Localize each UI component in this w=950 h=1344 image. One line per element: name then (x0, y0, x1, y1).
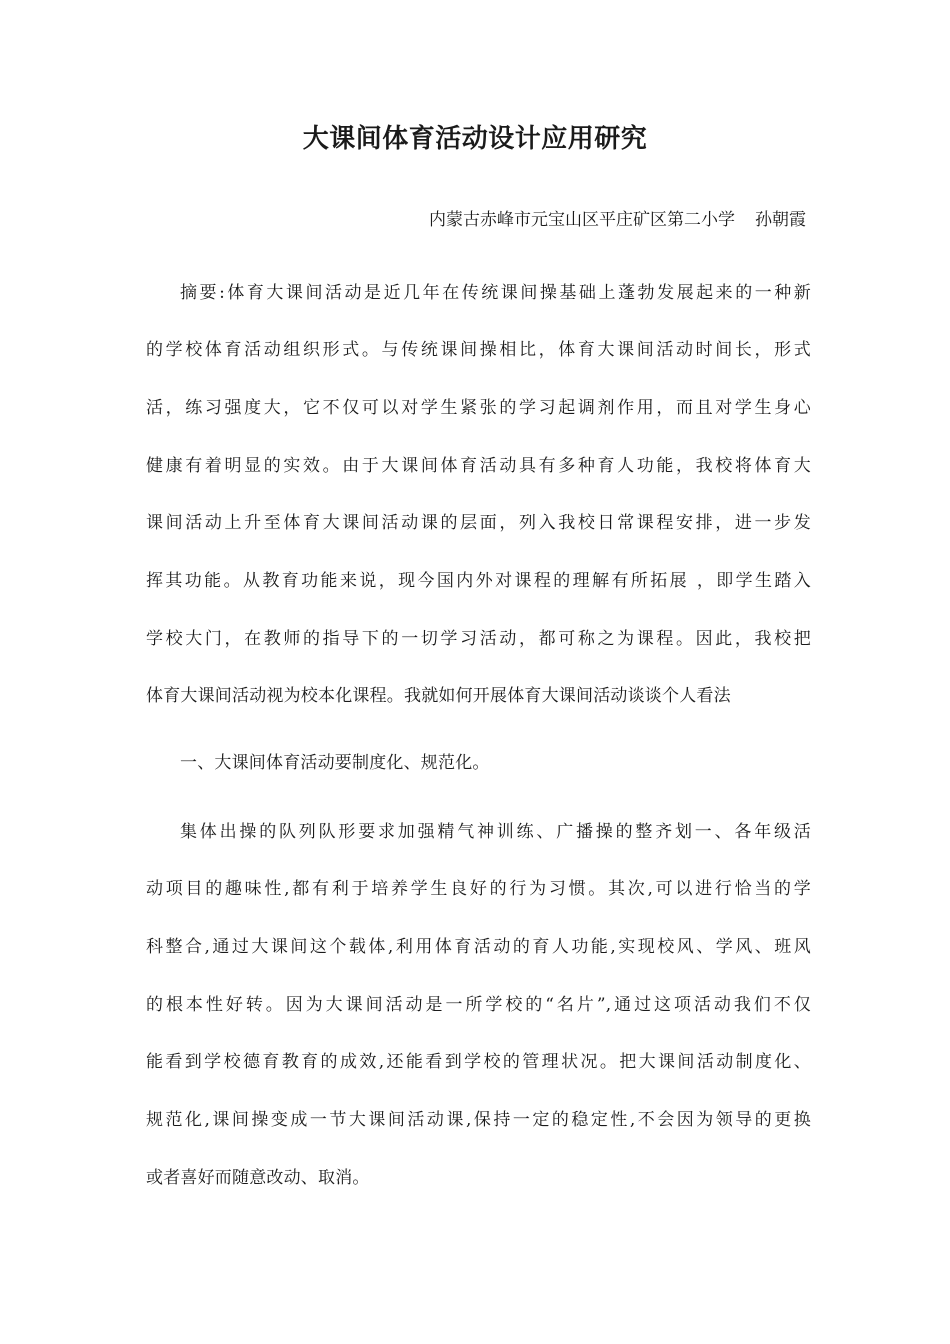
abstract-line: 课间活动上升至体育大课间活动课的层面，列入我校日常课程安排，进一步发 (146, 513, 811, 533)
body-line: 的根本性好转。因为大课间活动是一所学校的“名片”,通过这项活动我们不仅 (146, 995, 811, 1015)
section-heading: 一、大课间体育活动要制度化、规范化。 (180, 753, 490, 773)
author-name: 孙朝霞 (755, 210, 806, 230)
document-title: 大课间体育活动设计应用研究 (302, 124, 648, 154)
abstract-line: 体育大课间活动视为校本化课程。我就如何开展体育大课间活动谈谈个人看法 (146, 686, 731, 706)
body-line: 能看到学校德育教育的成效,还能看到学校的管理状况。把大课间活动制度化、 (146, 1052, 811, 1072)
body-line: 或者喜好而随意改动、取消。 (146, 1168, 370, 1188)
author-line (429, 206, 806, 234)
abstract-line: 健康有着明显的实效。由于大课间体育活动具有多种育人功能，我校将体育大 (146, 456, 811, 476)
abstract-line: 的学校体育活动组织形式。与传统课间操相比，体育大课间活动时间长，形式 (146, 340, 811, 360)
body-line: 规范化,课间操变成一节大课间活动课,保持一定的稳定性,不会因为领导的更换 (146, 1110, 811, 1130)
abstract-line: 挥其功能。从教育功能来说，现今国内外对课程的理解有所拓展 ，即学生踏入 (146, 571, 811, 591)
body-line: 科整合,通过大课间这个载体,利用体育活动的育人功能,实现校风、学风、班风 (146, 937, 811, 957)
abstract-line: 学校大门，在教师的指导下的一切学习活动，都可称之为课程。因此，我校把 (146, 629, 811, 649)
abstract-line: 摘要:体育大课间活动是近几年在传统课间操基础上蓬勃发展起来的一种新 (180, 283, 811, 303)
body-line: 集体出操的队列队形要求加强精气神训练、广播操的整齐划一、各年级活 (180, 822, 811, 842)
abstract-line: 活，练习强度大，它不仅可以对学生紧张的学习起调剂作用，而且对学生身心 (146, 398, 811, 418)
body-line: 动项目的趣味性,都有利于培养学生良好的行为习惯。其次,可以进行恰当的学 (146, 879, 811, 899)
author-affiliation: 内蒙古赤峰市元宝山区平庄矿区第二小学 (429, 210, 735, 230)
